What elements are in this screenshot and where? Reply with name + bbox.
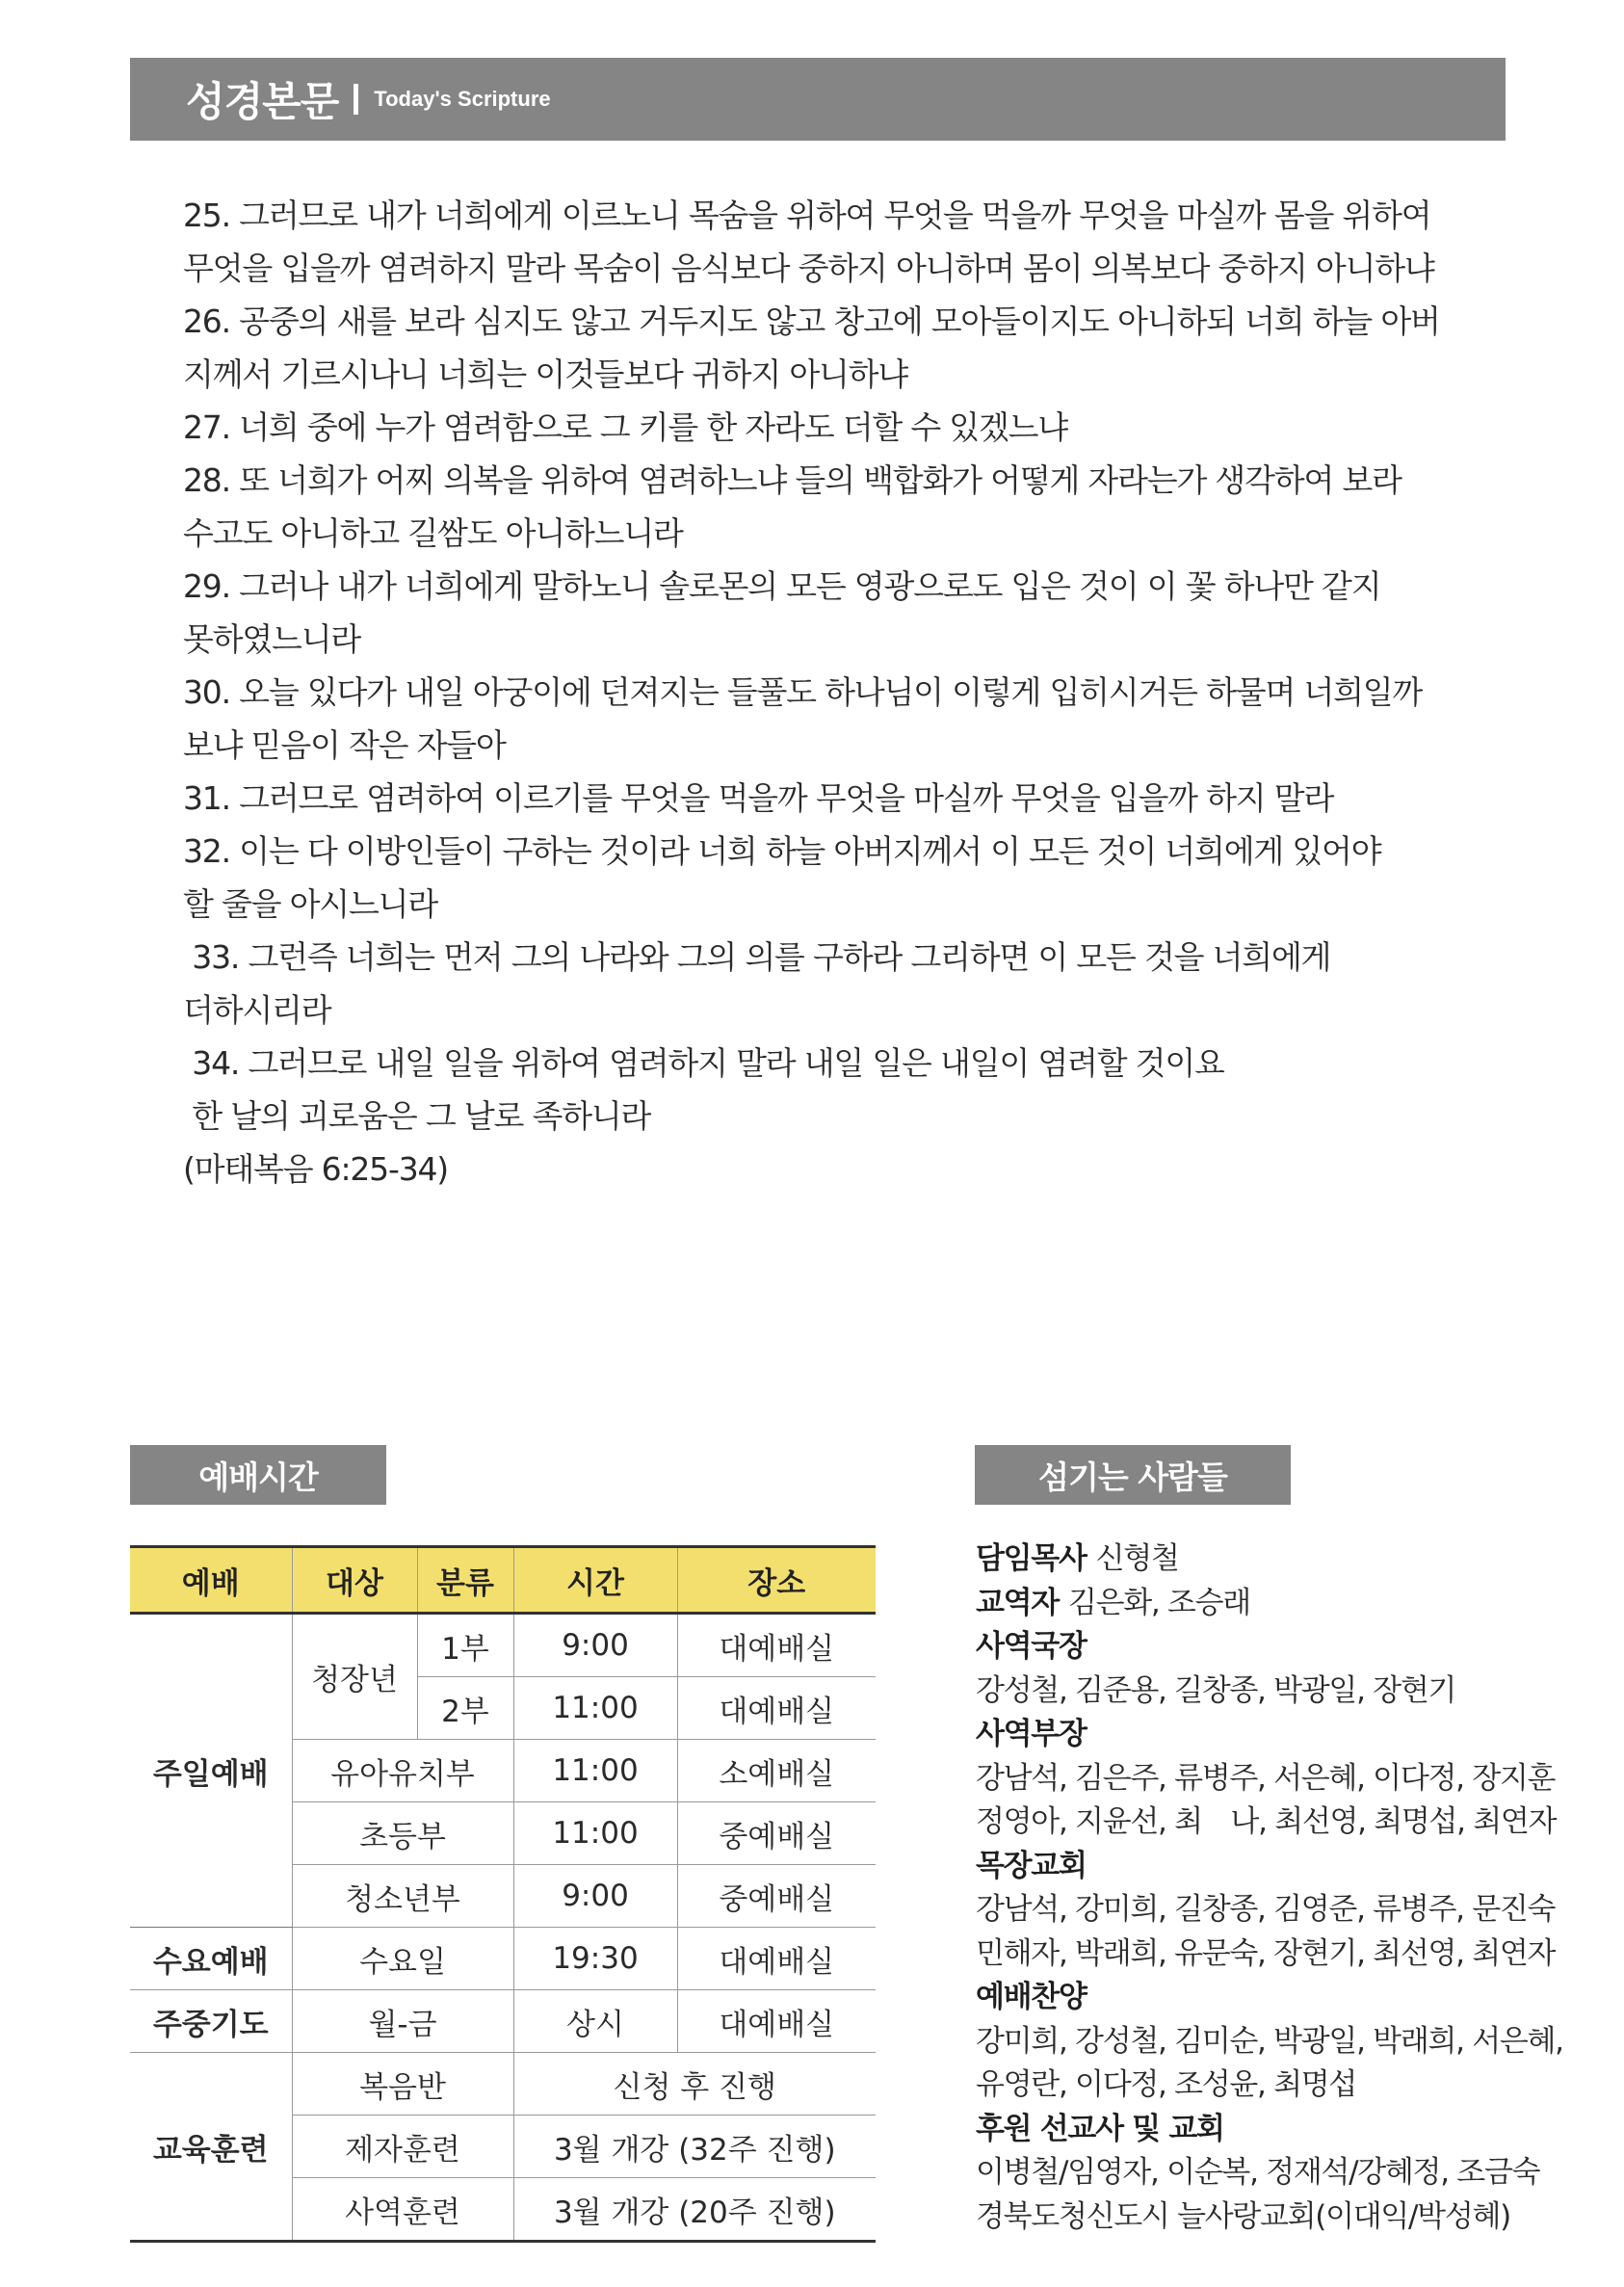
time-cell: 11:00 <box>513 1802 677 1865</box>
time-cell: 11:00 <box>513 1677 677 1740</box>
scripture-line: 지께서 기르시나니 너희는 이것들보다 귀하지 아니하냐 <box>183 355 908 393</box>
time-cell: 9:00 <box>513 1865 677 1928</box>
place-cell: 대예배실 <box>677 1990 876 2053</box>
senior-pastor-title: 담임목사 <box>976 1541 1087 1576</box>
scripture-title-english: Today's Scripture <box>374 87 551 111</box>
group-education: 교육훈련 <box>130 2053 292 2242</box>
table-row <box>130 1990 876 2053</box>
scripture-text <box>183 189 1474 1196</box>
header-place: 장소 <box>677 1547 876 1614</box>
worship-schedule-table <box>130 1545 876 2243</box>
place-cell: 대예배실 <box>677 1928 876 1990</box>
target-cell: 제자훈련 <box>292 2116 513 2178</box>
scripture-line: 29. 그러나 내가 너희에게 말하노니 솔로몬의 모든 영광으로도 입은 것이 이 꽃 하나만 같지 <box>183 567 1381 605</box>
scripture-line: 28. 또 너희가 어찌 의복을 위하여 염려하느냐 들의 백합화가 어떻게 자라는가 생각하여 보라 <box>183 461 1401 499</box>
managers-title: 사역부장 <box>976 1717 1087 1751</box>
pastors-title: 목장교회 <box>976 1848 1087 1883</box>
target-cell: 청소년부 <box>292 1865 513 1928</box>
missionaries-names: 이병철/임영자, 이순복, 정재석/강혜정, 조금숙 <box>976 2155 1540 2190</box>
ministers-title: 교역자 <box>976 1585 1059 1620</box>
choir-names: 강미희, 강성철, 김미순, 박광일, 박래희, 서은혜, <box>976 2023 1563 2059</box>
group-wednesday: 수요예배 <box>130 1928 292 1990</box>
time-cell: 19:30 <box>513 1928 677 1990</box>
directors-names: 강성철, 김준용, 길창종, 박광일, 장현기 <box>976 1672 1456 1708</box>
senior-pastor-line <box>976 1538 1602 1582</box>
scripture-line: 34. 그러므로 내일 일을 위하여 염려하지 말라 내일 일은 내일이 염려할 것이요 <box>183 1044 1224 1082</box>
scripture-line: 26. 공중의 새를 보라 심지도 않고 거두지도 않고 창고에 모아들이지도 아니하되 너희 하늘 아버 <box>183 302 1440 340</box>
schedule-cell: 3월 개강 (20주 진행) <box>513 2178 876 2242</box>
time-cell: 11:00 <box>513 1740 677 1802</box>
schedule-cell: 신청 후 진행 <box>513 2053 876 2116</box>
title-divider <box>354 84 358 115</box>
missionaries-names: 경북도청신도시 늘사랑교회(이대익/박성혜) <box>976 2198 1510 2234</box>
missionaries-title: 후원 선교사 및 교회 <box>976 2111 1224 2146</box>
choir-title: 예배찬양 <box>976 1980 1087 2014</box>
ministers-names: 김은화, 조승래 <box>1067 1585 1250 1620</box>
scripture-line: 25. 그러므로 내가 너희에게 이르노니 목숨을 위하여 무엇을 먹을까 무엇을 마실까 몸을 위하여 <box>183 197 1431 234</box>
table-header-row <box>130 1547 876 1614</box>
scripture-line: 30. 오늘 있다가 내일 아궁이에 던져지는 들풀도 하나님이 이렇게 입히시거든 하물며 너희일까 <box>183 673 1423 711</box>
target-cell: 유아유치부 <box>292 1740 513 1802</box>
scripture-line: 33. 그런즉 너희는 먼저 그의 나라와 그의 의를 구하라 그리하면 이 모든 것을 너희에게 <box>183 938 1331 976</box>
place-cell: 대예배실 <box>677 1614 876 1677</box>
place-cell: 소예배실 <box>677 1740 876 1802</box>
header-time: 시간 <box>513 1547 677 1614</box>
scripture-line: 27. 너희 중에 누가 염려함으로 그 키를 한 자라도 더할 수 있겠느냐 <box>183 408 1068 446</box>
time-cell: 9:00 <box>513 1614 677 1677</box>
part-cell: 2부 <box>417 1677 513 1740</box>
header-worship: 예배 <box>130 1547 292 1614</box>
group-sunday: 주일예배 <box>130 1614 292 1928</box>
scripture-header-banner <box>130 58 1506 141</box>
servants-list <box>976 1538 1602 2239</box>
place-cell: 중예배실 <box>677 1802 876 1865</box>
ministers-line <box>976 1582 1602 1626</box>
target-youth-adults: 청장년 <box>292 1614 417 1740</box>
servants-label: 섬기는 사람들 <box>975 1445 1291 1505</box>
choir-names: 유영란, 이다정, 조성윤, 최명섭 <box>976 2067 1357 2102</box>
scripture-line: 무엇을 입을까 염려하지 말라 목숨이 음식보다 중하지 아니하며 몸이 의복보다 중하지 아니하냐 <box>183 250 1434 287</box>
directors-title: 사역국장 <box>976 1629 1087 1664</box>
scripture-line: 31. 그러므로 염려하여 이르기를 무엇을 먹을까 무엇을 마실까 무엇을 입을까 하지 말라 <box>183 779 1334 817</box>
scripture-line: 보냐 믿음이 작은 자들아 <box>183 726 506 764</box>
target-cell: 월-금 <box>292 1990 513 2053</box>
scripture-line: 더하시리라 <box>183 991 331 1029</box>
scripture-reference: (마태복음 6:25-34) <box>183 1150 448 1188</box>
scripture-line: 수고도 아니하고 길쌈도 아니하느니라 <box>183 514 683 552</box>
part-cell: 1부 <box>417 1614 513 1677</box>
managers-names: 정영아, 지윤선, 최 나, 최선영, 최명섭, 최연자 <box>976 1804 1557 1839</box>
pastors-names: 강남석, 강미희, 길창종, 김영준, 류병주, 문진숙 <box>976 1892 1556 1927</box>
senior-pastor-name: 신형철 <box>1095 1541 1179 1576</box>
scripture-line: 못하였느니라 <box>183 620 361 658</box>
target-cell: 수요일 <box>292 1928 513 1990</box>
scripture-line: 할 줄을 아시느니라 <box>183 885 438 923</box>
schedule-cell: 3월 개강 (32주 진행) <box>513 2116 876 2178</box>
table-row <box>130 2053 876 2116</box>
place-cell: 대예배실 <box>677 1677 876 1740</box>
table-row <box>130 1614 876 1677</box>
target-cell: 초등부 <box>292 1802 513 1865</box>
place-cell: 중예배실 <box>677 1865 876 1928</box>
worship-times-label: 예배시간 <box>130 1445 386 1505</box>
time-cell: 상시 <box>513 1990 677 2053</box>
scripture-title-korean: 성경본문 <box>186 78 339 125</box>
group-weekday-prayer: 주중기도 <box>130 1990 292 2053</box>
scripture-line: 한 날의 괴로움은 그 날로 족하니라 <box>183 1097 651 1135</box>
header-target: 대상 <box>292 1547 417 1614</box>
scripture-line: 32. 이는 다 이방인들이 구하는 것이라 너희 하늘 아버지께서 이 모든 것이 너희에게 있어야 <box>183 832 1381 870</box>
header-category: 분류 <box>417 1547 513 1614</box>
table-row <box>130 1928 876 1990</box>
target-cell: 복음반 <box>292 2053 513 2116</box>
managers-names: 강남석, 김은주, 류병주, 서은혜, 이다정, 장지훈 <box>976 1760 1556 1796</box>
pastors-names: 민해자, 박래희, 유문숙, 장현기, 최선영, 최연자 <box>976 1935 1556 1971</box>
target-cell: 사역훈련 <box>292 2178 513 2242</box>
